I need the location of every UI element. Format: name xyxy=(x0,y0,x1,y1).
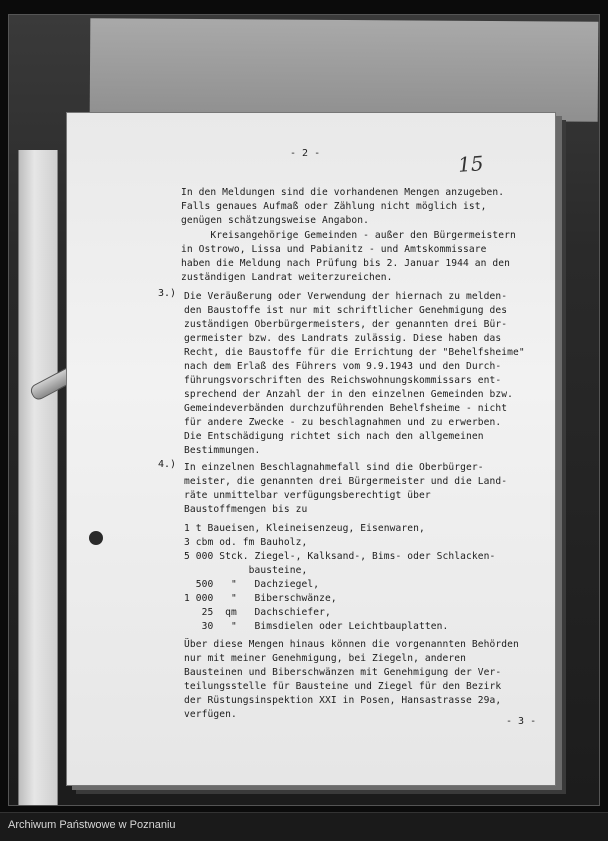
background-sheet xyxy=(90,18,599,122)
text-line: räte unmittelbar verfügungsberechtigt über xyxy=(184,490,431,501)
text-line: Die Veräußerung oder Verwendung der hiernach zu melden- xyxy=(184,291,508,302)
text-line: führungsvorschriften des Reichswohnungskommissars ent- xyxy=(184,375,502,386)
page-number: - 2 - xyxy=(290,148,321,159)
text-line: sprechend der Anzahl der in den einzelnen Gemeinden bzw. xyxy=(184,389,514,400)
text-line: zuständigen Landrat weiterzureichen. xyxy=(181,272,393,283)
punch-hole xyxy=(89,531,103,545)
archive-footer xyxy=(0,812,608,841)
text-line: bausteine, xyxy=(184,565,308,576)
text-line: genügen schätzungsweise Angabon. xyxy=(181,215,370,226)
text-line: Baustoffmengen bis zu xyxy=(184,504,308,515)
text-line: Bausteinen und Biberschwänzen mit Genehmigung der Ver- xyxy=(184,667,502,678)
text-line: nach dem Erlaß des Führers vom 9.9.1943 und den Durch- xyxy=(184,361,502,372)
text-line: der Rüstungsinspektion XXI in Posen, Hansastrasse 29a, xyxy=(184,695,502,706)
text-line: In den Meldungen sind die vorhandenen Mengen anzugeben. xyxy=(181,187,505,198)
text-line: 25 qm Dachschiefer, xyxy=(184,607,331,618)
text-line: Die Entschädigung richtet sich nach den allgemeinen xyxy=(184,431,484,442)
text-line: 5 000 Stck. Ziegel-, Kalksand-, Bims- oder Schlacken- xyxy=(184,551,496,562)
text-line: verfügen. xyxy=(184,709,237,720)
text-line: haben die Meldung nach Prüfung bis 2. Januar 1944 an den xyxy=(181,258,511,269)
section-marker-4: 4.) xyxy=(158,459,177,470)
text-line: in Ostrowo, Lissa und Pabianitz - und Amtskommissare xyxy=(181,244,487,255)
text-line: Über diese Mengen hinaus können die vorgenannten Behörden xyxy=(184,639,519,650)
next-page-indicator: - 3 - xyxy=(506,716,537,727)
folio-number: 15 xyxy=(457,151,485,177)
text-line: 3 cbm od. fm Bauholz, xyxy=(184,537,308,548)
text-line: den Baustoffe ist nur mit schriftlicher Genehmigung des xyxy=(184,305,508,316)
text-line: zuständigen Oberbürgermeisters, der genannten drei Bür- xyxy=(184,319,508,330)
section-marker-3: 3.) xyxy=(158,288,177,299)
text-line: 30 " Bimsdielen oder Leichtbauplatten. xyxy=(184,621,449,632)
text-line: In einzelnen Beschlagnahmefall sind die Oberbürger- xyxy=(184,462,484,473)
text-line: Falls genaues Aufmaß oder Zählung nicht möglich ist, xyxy=(181,201,487,212)
archive-name: Archiwum Państwowe w Poznaniu xyxy=(8,819,176,831)
text-line: 500 " Dachziegel, xyxy=(184,579,320,590)
text-line: nur mit meiner Genehmigung, bei Ziegeln, anderen xyxy=(184,653,467,664)
binder-strip xyxy=(18,150,58,805)
text-line: Kreisangehörige Gemeinden - außer den Bürgermeistern xyxy=(181,230,516,241)
text-line: Recht, die Baustoffe für die Errichtung der "Behelfsheime" xyxy=(184,347,525,358)
text-line: 1 t Baueisen, Kleineisenzeug, Eisenwaren, xyxy=(184,523,425,534)
text-line: germeister bzw. des Landrats zulässig. Diese haben das xyxy=(184,333,502,344)
text-line: Bestimmungen. xyxy=(184,445,261,456)
text-line: teilungsstelle für Bausteine und Ziegel für den Bezirk xyxy=(184,681,502,692)
text-line: 1 000 " Biberschwänze, xyxy=(184,593,337,604)
text-line: meister, die genannten drei Bürgermeister und die Land- xyxy=(184,476,508,487)
text-line: Gemeindeverbänden durchzuführenden Behelfsheime - nicht xyxy=(184,403,508,414)
text-line: für andere Zwecke - zu beschlagnahmen und zu erwerben. xyxy=(184,417,502,428)
